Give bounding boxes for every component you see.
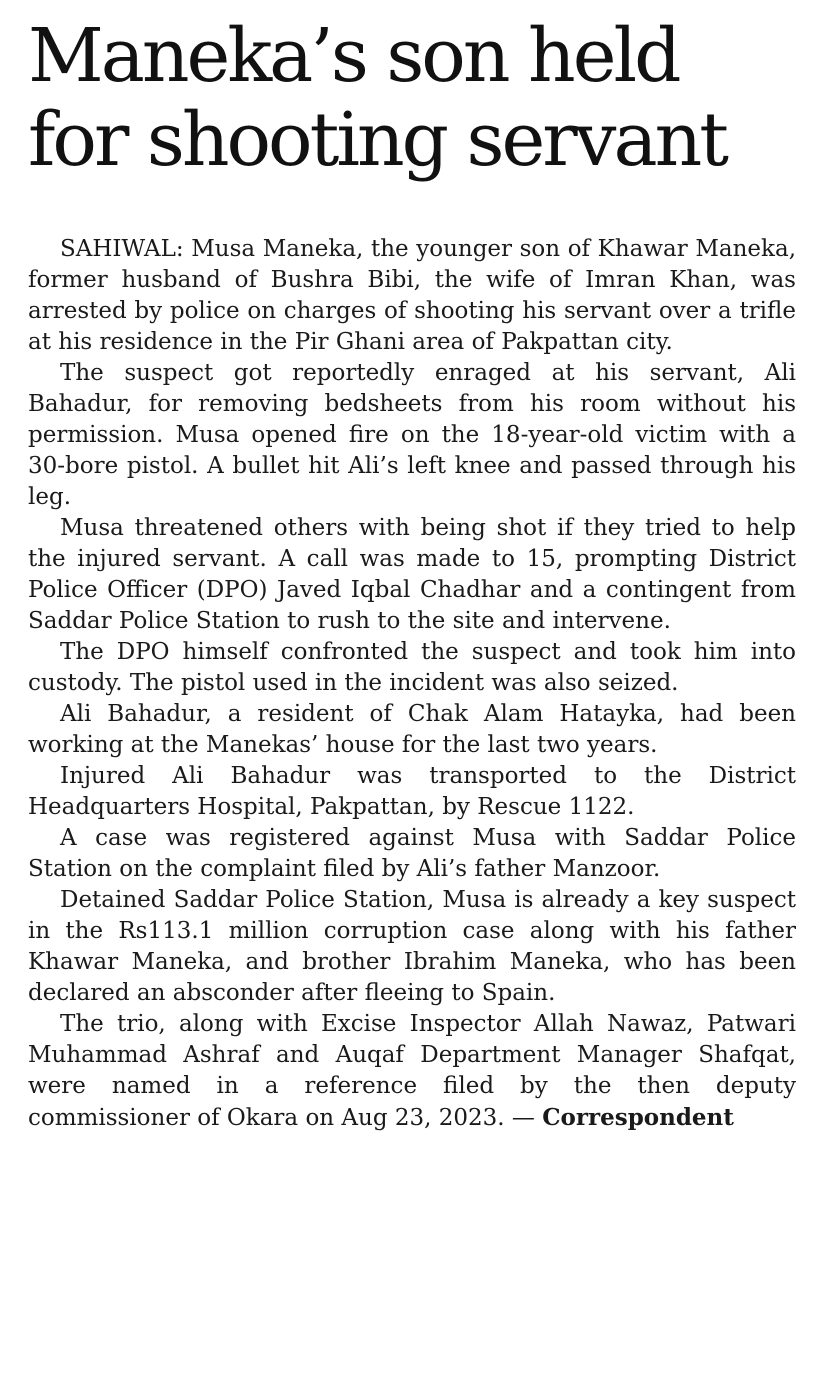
paragraph-9	[28, 1009, 796, 1134]
paragraph-8: Detained Saddar Police Station, Musa is already a key suspect in the Rs113.1 million corruption case along with his father Khawar Maneka, and brother Ibrahim Maneka, who has been declared an absconder after fleeing to Spain.	[28, 887, 796, 1006]
paragraph-1: SAHIWAL: Musa Maneka, the younger son of Khawar Maneka, former husband of Bushra Bibi, the wife of Imran Khan, was arrested by police on charges of shooting his servant over a trifle at his residence in the Pir Ghani area of Pakpattan city.	[28, 236, 796, 355]
paragraph-7: A case was registered against Musa with Saddar Police Station on the complaint filed by Ali’s father Manzoor.	[28, 825, 796, 882]
headline: Maneka’s son held for shooting servant	[28, 13, 726, 183]
paragraph-3: Musa threatened others with being shot if they tried to help the injured servant. A call was made to 15, prompting District Police Officer (DPO) Javed Iqbal Chadhar and a contingent from Saddar Police Station to rush to the site and intervene.	[28, 515, 796, 634]
byline: Correspondent	[542, 1104, 734, 1131]
paragraph-2: The suspect got reportedly enraged at his servant, Ali Bahadur, for removing bedsheets from his room without his permission. Musa opened fire on the 18-year-old victim with a 30-bore pistol. A bullet hit Ali’s left knee and passed through his leg.	[28, 360, 796, 510]
paragraph-6: Injured Ali Bahadur was transported to the District Headquarters Hospital, Pakpattan, by Rescue 1122.	[28, 763, 796, 820]
news-article	[28, 14, 796, 1134]
paragraph-9-text: The trio, along with Excise Inspector Allah Nawaz, Patwari Muhammad Ashraf and Auqaf Department Manager Shafqat, were named in a reference filed by the then deputy commissioner of Okara on Aug 23, 2023. —	[28, 1011, 796, 1131]
article-body	[28, 234, 796, 1134]
paragraph-5: Ali Bahadur, a resident of Chak Alam Hatayka, had been working at the Manekas’ house for the last two years.	[28, 701, 796, 758]
paragraph-4: The DPO himself confronted the suspect and took him into custody. The pistol used in the incident was also seized.	[28, 639, 796, 696]
